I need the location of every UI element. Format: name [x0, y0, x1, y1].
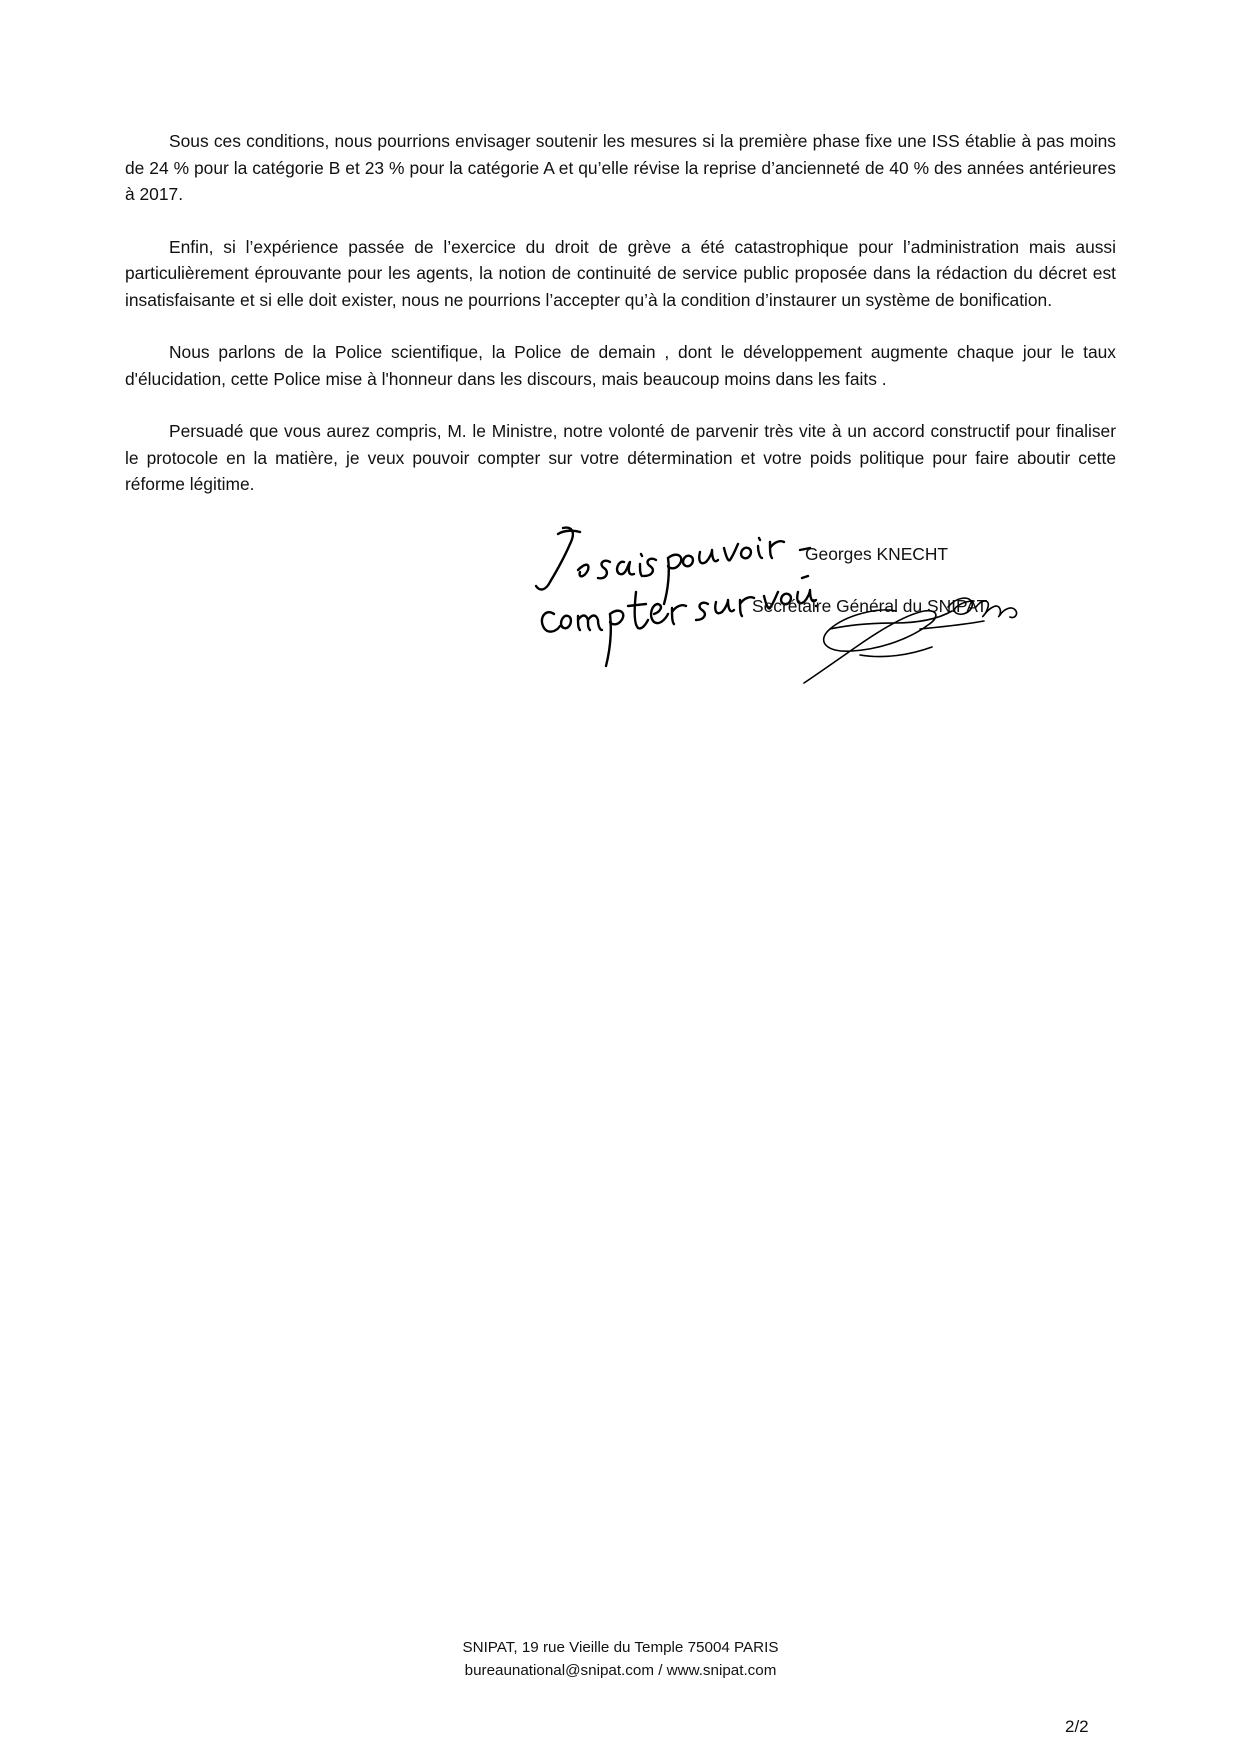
signature: [800, 585, 1030, 685]
signatory-title: Secrétaire Général du SNIPAT: [752, 596, 988, 616]
paragraph-closing: Persuadé que vous aurez compris, M. le Ministre, notre volonté de parvenir très vite à un accord constructif pour finaliser le protocole en la matière, je veux pouvoir compter sur votre détermination et votre poids politique pour faire aboutir cette réforme légitime.: [125, 421, 1116, 494]
letter-body: [125, 128, 1116, 524]
signatory-name: Georges KNECHT: [805, 544, 949, 564]
paragraph-strike: Enfin, si l’expérience passée de l’exercice du droit de grève a été catastrophique pour l’administration mais aussi particulièrement éprouvante pour les agents, la notion de continuité de service public proposée dans la rédaction du décret est insatisfaisante et si elle doit exister, nous ne pourrions l’accepter qu’à la condition d’instaurer un système de bonification.: [125, 236, 1116, 310]
footer-contact: bureaunational@snipat.com / www.snipat.com: [464, 1662, 777, 1679]
footer-address: SNIPAT, 19 rue Vieille du Temple 75004 PARIS: [462, 1639, 779, 1656]
page-footer: [0, 1636, 1241, 1682]
paragraph-scientific-police: Nous parlons de la Police scientifique, la Police de demain , dont le développement augmente chaque jour le taux d'élucidation, cette Police mise à l'honneur dans les discours, mais beaucoup moins dans les faits .: [125, 342, 1116, 389]
paragraph-conditions: Sous ces conditions, nous pourrions envisager soutenir les mesures si la première phase fixe une ISS établie à pas moins de 24 % pour la catégorie B et 23 % pour la catégorie A et qu’elle révise la reprise d’ancienneté de 40 % des années antérieures à 2017.: [125, 131, 1116, 204]
page-number: 2/2: [1065, 1717, 1089, 1736]
